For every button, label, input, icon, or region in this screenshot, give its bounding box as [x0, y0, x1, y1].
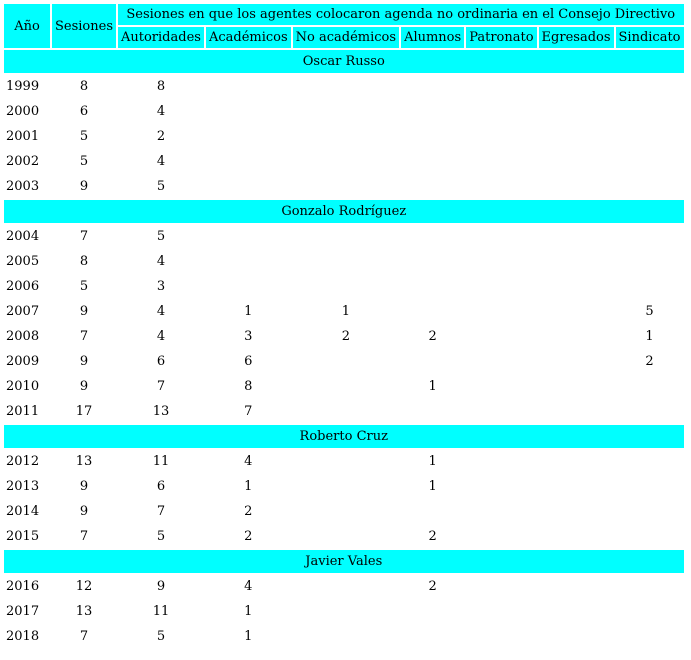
- cell-academicos: 8: [244, 379, 253, 394]
- cell-egresados: [539, 150, 614, 173]
- period-name: Gonzalo Rodríguez: [4, 200, 684, 223]
- cell-sindicato: [616, 100, 684, 123]
- cell-egresados: [539, 600, 614, 623]
- cell-autoridades: 4: [156, 104, 166, 119]
- cell-alumnos: [401, 300, 464, 323]
- cell-sindicato: [616, 375, 684, 398]
- cell-sindicato: [616, 225, 684, 248]
- cell-patronato: [466, 525, 536, 548]
- cell-sindicato: [616, 600, 684, 623]
- cell-patronato: [466, 475, 536, 498]
- cell-academicos: [206, 275, 291, 298]
- cell-sessions: 9: [79, 479, 89, 494]
- cell-year: 2011: [6, 404, 40, 419]
- cell-egresados: [539, 175, 614, 198]
- cell-patronato: [466, 150, 536, 173]
- cell-year: 1999: [6, 79, 40, 94]
- cell-sessions: 7: [79, 329, 89, 344]
- cell-sindicato: [616, 275, 684, 298]
- cell-sindicato: [616, 125, 684, 148]
- table-row: [4, 75, 684, 98]
- cell-sessions: 7: [79, 229, 89, 244]
- cell-autoridades: 4: [156, 154, 166, 169]
- table-row: [4, 275, 684, 298]
- table-row: [4, 625, 684, 648]
- cell-autoridades: 4: [156, 254, 166, 269]
- cell-academicos: 4: [244, 579, 253, 594]
- cell-alumnos: [401, 600, 464, 623]
- table-row: [4, 250, 684, 273]
- cell-egresados: [539, 625, 614, 648]
- cell-alumnos: 1: [428, 479, 437, 494]
- cell-sessions: 5: [79, 129, 89, 144]
- cell-sindicato: [616, 450, 684, 473]
- cell-no-academicos: [293, 575, 399, 598]
- cell-alumnos: 1: [428, 379, 437, 394]
- cell-sindicato: [616, 75, 684, 98]
- table-row: [4, 325, 684, 348]
- cell-sessions: 12: [75, 579, 93, 594]
- cell-sindicato: [616, 250, 684, 273]
- cell-autoridades: 4: [156, 329, 166, 344]
- cell-sindicato: 1: [645, 329, 654, 344]
- cell-no-academicos: [293, 475, 399, 498]
- cell-academicos: 4: [244, 454, 253, 469]
- cell-alumnos: 2: [428, 329, 437, 344]
- cell-academicos: 3: [244, 329, 253, 344]
- period-name: Roberto Cruz: [4, 425, 684, 448]
- table-row: [4, 350, 684, 373]
- cell-sessions: 7: [79, 629, 89, 644]
- cell-sessions: 13: [75, 454, 93, 469]
- cell-no-academicos: [293, 600, 399, 623]
- cell-patronato: [466, 125, 536, 148]
- cell-patronato: [466, 350, 536, 373]
- cell-no-academicos: [293, 150, 399, 173]
- cell-autoridades: 11: [152, 604, 170, 619]
- cell-patronato: [466, 375, 536, 398]
- cell-year: 2017: [6, 604, 40, 619]
- cell-sessions: 8: [79, 79, 89, 94]
- cell-autoridades: 6: [156, 479, 166, 494]
- cell-no-academicos: [293, 625, 399, 648]
- cell-academicos: [206, 150, 291, 173]
- cell-sindicato: [616, 475, 684, 498]
- cell-academicos: 1: [244, 304, 253, 319]
- cell-academicos: 2: [244, 504, 253, 519]
- table-body: [4, 50, 684, 648]
- cell-alumnos: [401, 250, 464, 273]
- cell-alumnos: [401, 625, 464, 648]
- cell-egresados: [539, 350, 614, 373]
- cell-alumnos: 2: [428, 529, 437, 544]
- cell-patronato: [466, 575, 536, 598]
- cell-sessions: 8: [79, 254, 89, 269]
- header-academicos: Académicos: [206, 27, 291, 48]
- cell-sindicato: [616, 175, 684, 198]
- cell-sindicato: [616, 525, 684, 548]
- cell-sindicato: [616, 500, 684, 523]
- cell-egresados: [539, 450, 614, 473]
- cell-academicos: [206, 250, 291, 273]
- table-row: [4, 150, 684, 173]
- cell-year: 2002: [6, 154, 40, 169]
- cell-year: 2013: [6, 479, 40, 494]
- cell-egresados: [539, 250, 614, 273]
- period-name: Oscar Russo: [4, 50, 684, 73]
- cell-year: 2008: [6, 329, 40, 344]
- cell-year: 2014: [6, 504, 40, 519]
- cell-sessions: 6: [79, 104, 89, 119]
- cell-patronato: [466, 500, 536, 523]
- header-sindicato: Sindicato: [616, 27, 684, 48]
- cell-year: 2006: [6, 279, 40, 294]
- cell-sindicato: [616, 400, 684, 423]
- cell-academicos: [206, 175, 291, 198]
- cell-autoridades: 6: [156, 354, 166, 369]
- cell-alumnos: [401, 225, 464, 248]
- cell-alumnos: 1: [428, 454, 437, 469]
- table-header: [4, 4, 684, 48]
- cell-year: 2012: [6, 454, 40, 469]
- cell-no-academicos: [293, 75, 399, 98]
- cell-patronato: [466, 225, 536, 248]
- table-row: [4, 475, 684, 498]
- cell-year: 2001: [6, 129, 40, 144]
- cell-sessions: 17: [75, 404, 93, 419]
- cell-autoridades: 5: [156, 229, 166, 244]
- cell-sessions: 5: [79, 279, 89, 294]
- cell-autoridades: 13: [152, 404, 170, 419]
- cell-sessions: 9: [79, 504, 89, 519]
- cell-year: 2018: [6, 629, 40, 644]
- period-header-row: [4, 50, 684, 73]
- cell-no-academicos: [293, 225, 399, 248]
- cell-patronato: [466, 275, 536, 298]
- table-row: [4, 225, 684, 248]
- cell-no-academicos: [293, 250, 399, 273]
- cell-alumnos: [401, 150, 464, 173]
- cell-academicos: [206, 125, 291, 148]
- cell-no-academicos: [293, 400, 399, 423]
- cell-sessions: 13: [75, 604, 93, 619]
- cell-autoridades: 7: [156, 379, 166, 394]
- cell-patronato: [466, 75, 536, 98]
- cell-egresados: [539, 275, 614, 298]
- cell-patronato: [466, 625, 536, 648]
- cell-autoridades: 3: [156, 279, 166, 294]
- cell-no-academicos: 2: [341, 329, 350, 344]
- cell-year: 2003: [6, 179, 40, 194]
- cell-autoridades: 5: [156, 179, 166, 194]
- cell-autoridades: 9: [156, 579, 166, 594]
- cell-alumnos: [401, 400, 464, 423]
- cell-sessions: 9: [79, 379, 89, 394]
- cell-sindicato: [616, 150, 684, 173]
- header-egresados: Egresados: [539, 27, 614, 48]
- header-alumnos: Alumnos: [401, 27, 464, 48]
- cell-no-academicos: [293, 525, 399, 548]
- table-row: [4, 300, 684, 323]
- cell-alumnos: [401, 75, 464, 98]
- cell-sindicato: [616, 625, 684, 648]
- cell-sessions: 7: [79, 529, 89, 544]
- cell-no-academicos: [293, 275, 399, 298]
- cell-alumnos: [401, 350, 464, 373]
- table-row: [4, 375, 684, 398]
- cell-egresados: [539, 400, 614, 423]
- cell-sindicato: [616, 575, 684, 598]
- cell-egresados: [539, 525, 614, 548]
- cell-autoridades: 4: [156, 304, 166, 319]
- cell-academicos: 6: [244, 354, 253, 369]
- cell-autoridades: 5: [156, 629, 166, 644]
- cell-alumnos: [401, 275, 464, 298]
- cell-year: 2000: [6, 104, 40, 119]
- cell-no-academicos: [293, 125, 399, 148]
- cell-autoridades: 2: [156, 129, 166, 144]
- cell-egresados: [539, 475, 614, 498]
- cell-egresados: [539, 75, 614, 98]
- cell-egresados: [539, 225, 614, 248]
- cell-year: 2010: [6, 379, 40, 394]
- cell-no-academicos: [293, 375, 399, 398]
- cell-alumnos: [401, 100, 464, 123]
- cell-no-academicos: [293, 100, 399, 123]
- cell-egresados: [539, 300, 614, 323]
- cell-sessions: 9: [79, 354, 89, 369]
- cell-academicos: [206, 75, 291, 98]
- cell-year: 2016: [6, 579, 40, 594]
- cell-no-academicos: 1: [341, 304, 350, 319]
- header-autoridades: Autoridades: [118, 27, 204, 48]
- cell-autoridades: 5: [156, 529, 166, 544]
- period-header-row: [4, 550, 684, 573]
- cell-alumnos: [401, 175, 464, 198]
- cell-autoridades: 11: [152, 454, 170, 469]
- cell-egresados: [539, 325, 614, 348]
- cell-autoridades: 7: [156, 504, 166, 519]
- cell-patronato: [466, 300, 536, 323]
- cell-academicos: 2: [244, 529, 253, 544]
- header-year: Año: [4, 4, 50, 48]
- cell-no-academicos: [293, 450, 399, 473]
- cell-egresados: [539, 575, 614, 598]
- table-row: [4, 500, 684, 523]
- cell-patronato: [466, 450, 536, 473]
- agenda-table: [2, 2, 686, 650]
- cell-academicos: 7: [244, 404, 253, 419]
- header-agents-group: Sesiones en que los agentes colocaron agenda no ordinaria en el Consejo Directivo: [118, 4, 684, 25]
- cell-egresados: [539, 500, 614, 523]
- cell-academicos: [206, 225, 291, 248]
- cell-patronato: [466, 250, 536, 273]
- cell-no-academicos: [293, 350, 399, 373]
- cell-egresados: [539, 375, 614, 398]
- cell-year: 2009: [6, 354, 40, 369]
- cell-sindicato: 5: [645, 304, 654, 319]
- cell-alumnos: [401, 500, 464, 523]
- cell-alumnos: 2: [428, 579, 437, 594]
- cell-patronato: [466, 100, 536, 123]
- cell-patronato: [466, 325, 536, 348]
- table-row: [4, 450, 684, 473]
- table-row: [4, 400, 684, 423]
- table-row: [4, 575, 684, 598]
- header-no-academicos: No académicos: [293, 27, 399, 48]
- cell-patronato: [466, 400, 536, 423]
- cell-sessions: 5: [79, 154, 89, 169]
- period-name: Javier Vales: [4, 550, 684, 573]
- cell-academicos: 1: [244, 479, 253, 494]
- cell-autoridades: 8: [156, 79, 166, 94]
- cell-patronato: [466, 600, 536, 623]
- header-sessions: Sesiones: [52, 4, 116, 48]
- cell-patronato: [466, 175, 536, 198]
- cell-sindicato: 2: [645, 354, 654, 369]
- period-header-row: [4, 200, 684, 223]
- cell-academicos: [206, 100, 291, 123]
- cell-no-academicos: [293, 175, 399, 198]
- header-patronato: Patronato: [466, 27, 536, 48]
- cell-year: 2004: [6, 229, 40, 244]
- table-row: [4, 100, 684, 123]
- cell-alumnos: [401, 125, 464, 148]
- cell-year: 2015: [6, 529, 40, 544]
- cell-sessions: 9: [79, 304, 89, 319]
- table-row: [4, 175, 684, 198]
- cell-egresados: [539, 125, 614, 148]
- period-header-row: [4, 425, 684, 448]
- cell-sessions: 9: [79, 179, 89, 194]
- table-row: [4, 600, 684, 623]
- cell-academicos: 1: [244, 629, 253, 644]
- table-row: [4, 525, 684, 548]
- cell-academicos: 1: [244, 604, 253, 619]
- cell-egresados: [539, 100, 614, 123]
- cell-no-academicos: [293, 500, 399, 523]
- cell-year: 2005: [6, 254, 40, 269]
- table-row: [4, 125, 684, 148]
- cell-year: 2007: [6, 304, 40, 319]
